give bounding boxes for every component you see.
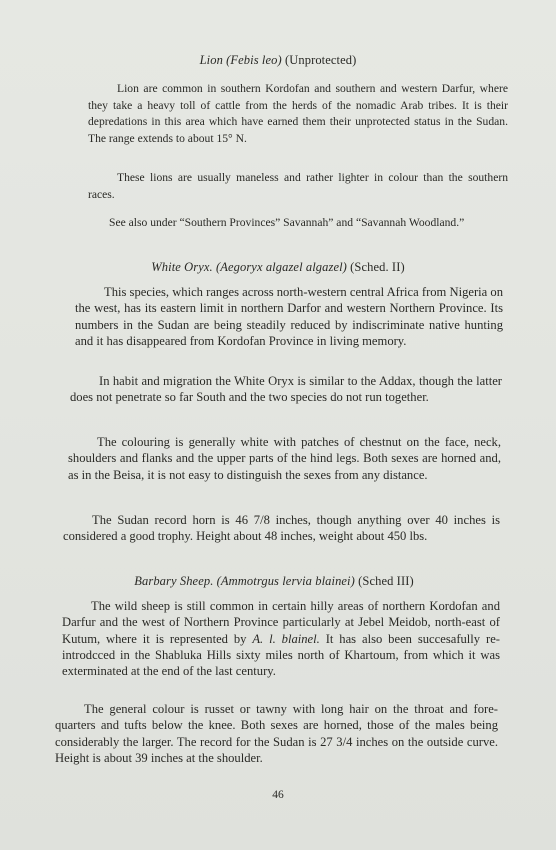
- sheep-heading: [0, 574, 556, 589]
- sheep-paragraph-2: The general colour is russet or tawny with long hair on the throat and fore-quarters and tufts below the knee. Both sexes are horned, those of the males being considerably the larger. The record for the Sudan is 27 3/4 inches on the outside curve. Height is about 39 inches at the shoulder.: [55, 702, 498, 765]
- lion-status: (Unprotected): [284, 53, 357, 67]
- lion-heading: [0, 53, 556, 68]
- sheep-subspecies-name: A. l. blainel.: [252, 631, 320, 646]
- sheep-paragraph-1-text: The wild sheep is still common in certain hilly areas of northern Kordofan and Darfur and the west of Northern Province particularly at Jebel Meidob, north-east of Kutum, where it is represented by: [62, 599, 500, 646]
- lion-paragraph-2: These lions are usually maneless and rather lighter in colour than the southern races.: [88, 171, 508, 201]
- oryx-paragraph-2: In habit and migration the White Oryx is similar to the Addax, though the latter does not penetrate so far South and the two species do not run together.: [70, 374, 502, 405]
- oryx-heading: [0, 260, 556, 275]
- sheep-paragraph-1-text-end: It has also been succesafully re-introdcced in the Shabluka Hills sixty miles north of Khartoum, from which it was exterminated at the end of the last century.: [62, 631, 500, 679]
- sheep-latin-name: (Ammotrgus lervia blainei): [216, 574, 355, 588]
- lion-name: Lion: [199, 53, 223, 67]
- oryx-name: White Oryx.: [151, 260, 213, 274]
- sheep-status: (Sched III): [358, 574, 414, 588]
- lion-latin-name: (Febis leo): [226, 53, 282, 67]
- lion-paragraph-1: Lion are common in southern Kordofan and southern and western Darfur, where they take a heavy toll of cattle from the herds of the nomadic Arab tribes. It is their depredations in this area which have earned them their unprotected status in the Sudan. The range extends to about 15° N.: [88, 82, 508, 146]
- oryx-paragraph-1: This species, which ranges across north-western central Africa from Nigeria on the west, has its eastern limit in northern Darfor and western Northern Province. Its numbers in the Sudan are being steadily reduced by indiscriminate native hunting and it has disappeared from Kordofan Province in living memory.: [75, 285, 504, 348]
- oryx-status: (Sched. II): [350, 260, 405, 274]
- oryx-paragraph-3: The colouring is generally white with patches of chestnut on the face, neck, shoulders and flanks and the upper parts of the hind legs. Both sexes are horned and, as in the Beisa, it is not easy to distinguish the sexes from any distance.: [68, 435, 501, 482]
- sheep-name: Barbary Sheep.: [134, 574, 214, 588]
- oryx-paragraph-4: The Sudan record horn is 46 7/8 inches, though anything over 40 inches is considered a good trophy. Height about 48 inches, weight about 450 lbs.: [63, 513, 500, 544]
- lion-paragraph-3: See also under “Southern Provinces” Savannah” and “Savannah Woodland.”: [109, 216, 465, 229]
- sheep-paragraph-1: [62, 598, 500, 679]
- oryx-latin-name: (Aegoryx algazel algazel): [216, 260, 347, 274]
- page-number: 46: [272, 789, 284, 801]
